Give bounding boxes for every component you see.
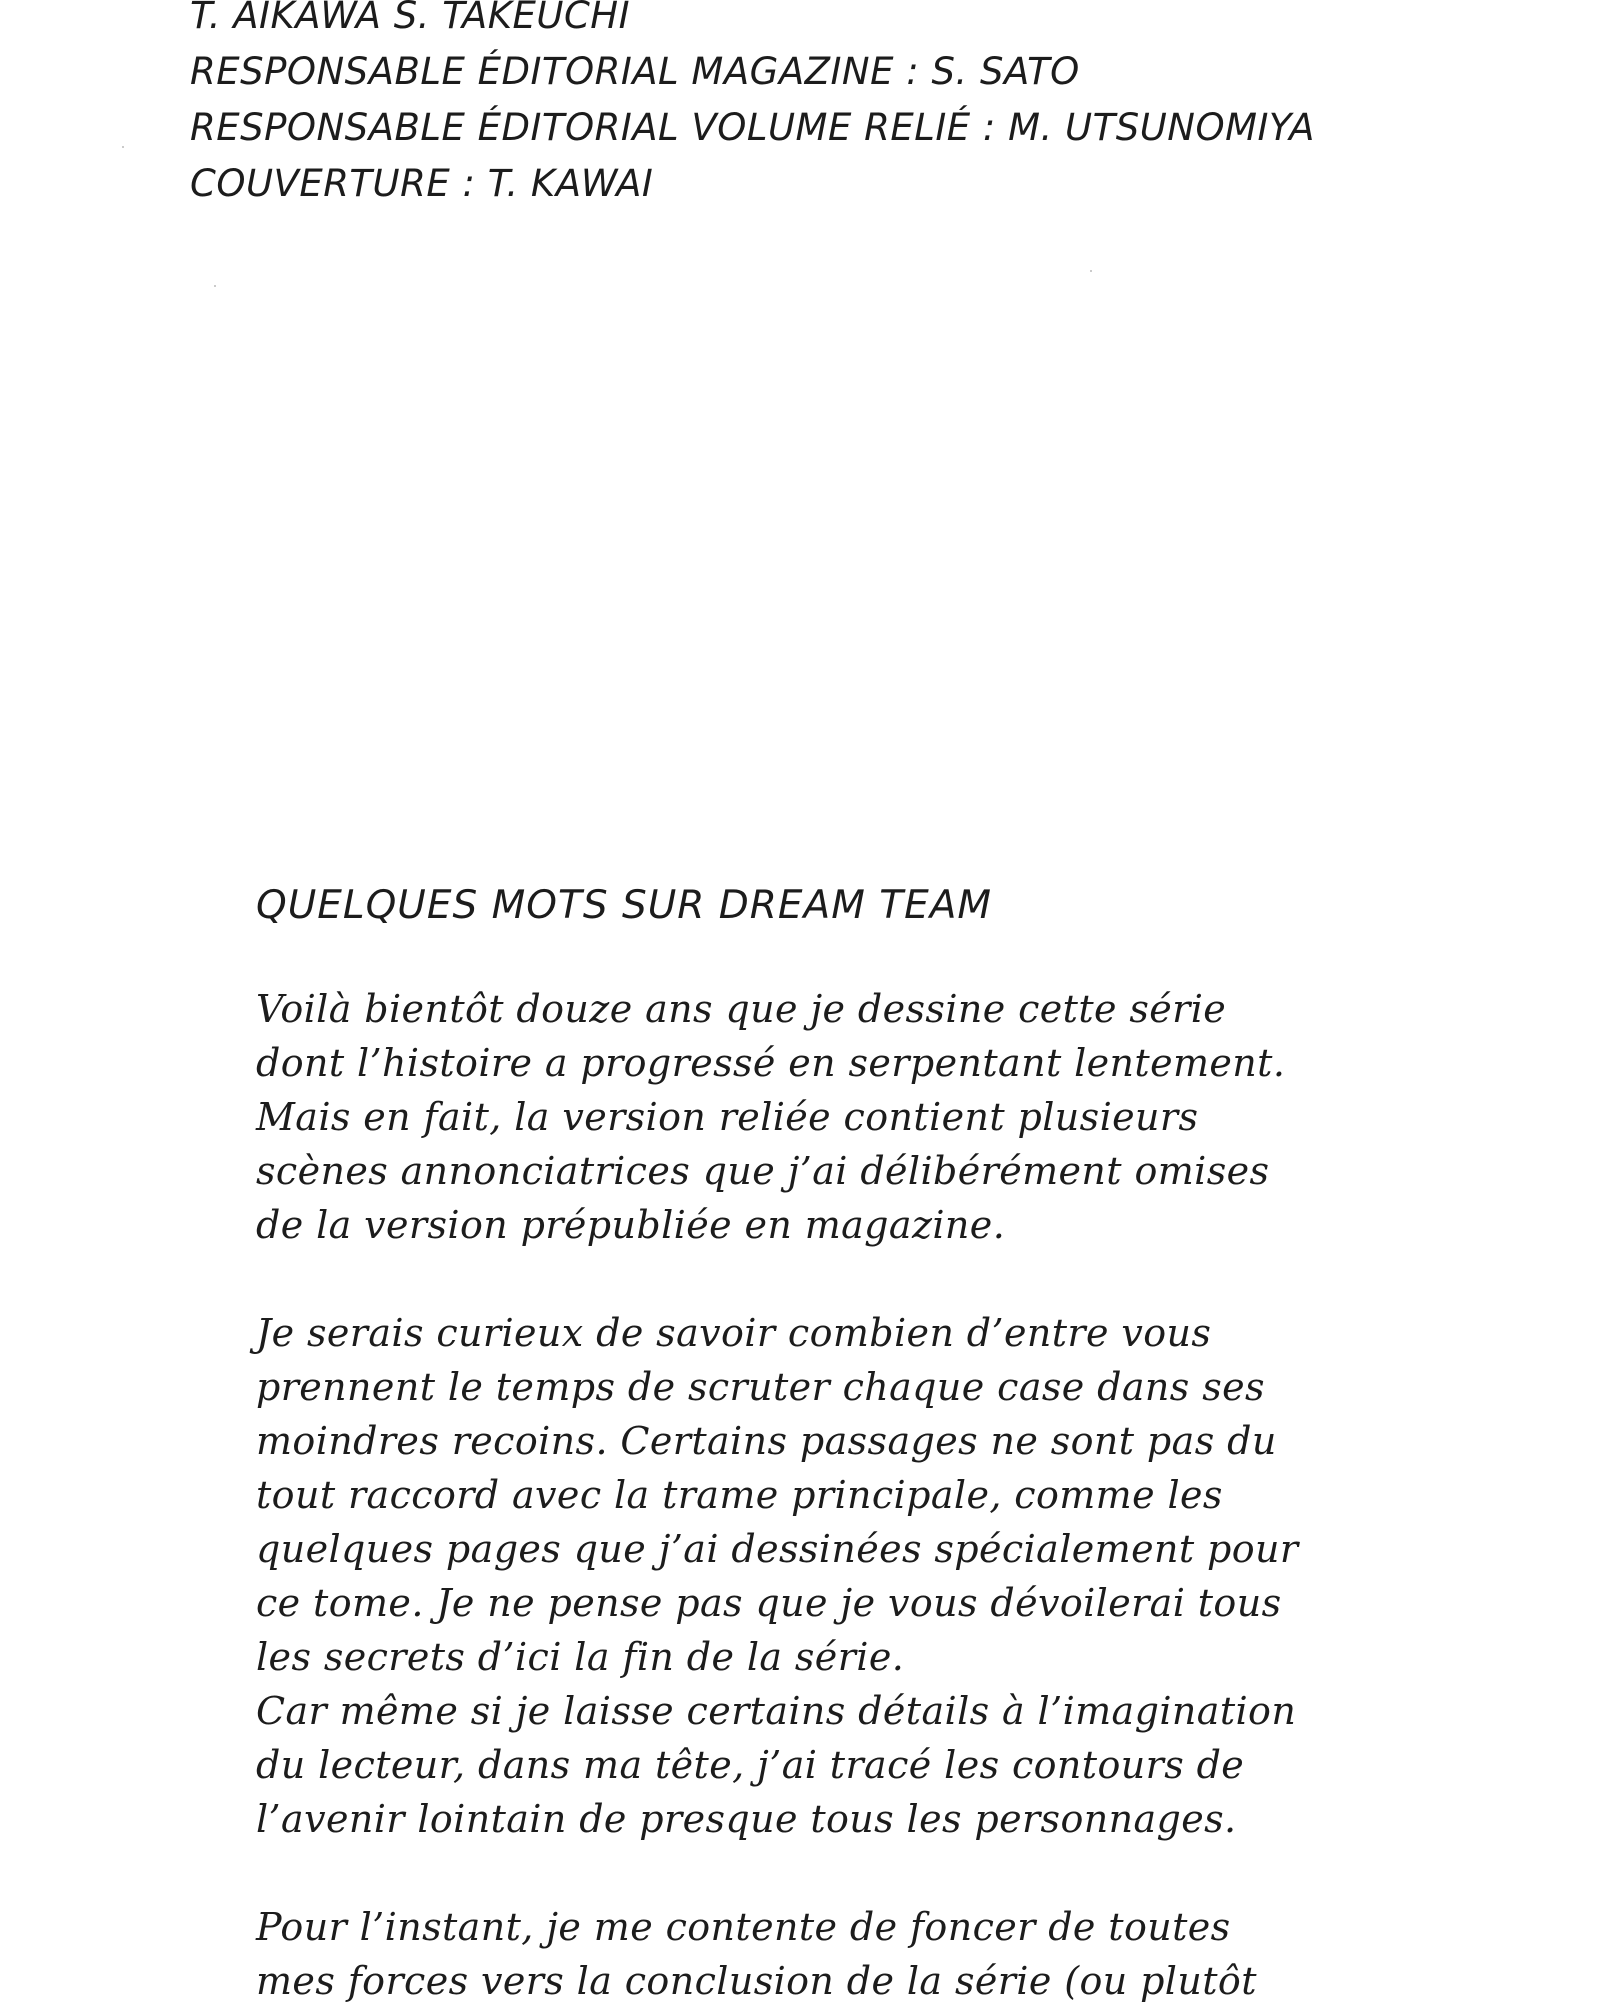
text-line: mes forces vers la conclusion de la série (ou plutôt <box>256 1959 1257 2003</box>
credit-cover: COUVERTURE : T. KAWAI <box>190 162 654 205</box>
text-line: Voilà bientôt douze ans que je dessine cette série <box>256 987 1227 1031</box>
paper-speck <box>1090 270 1092 272</box>
credit-magazine-editor: RESPONSABLE ÉDITORIAL MAGAZINE : S. SATO <box>190 50 1080 93</box>
text-line: du lecteur, dans ma tête, j’ai tracé les contours de <box>256 1743 1245 1787</box>
credit-volume-editor: RESPONSABLE ÉDITORIAL VOLUME RELIÉ : M. UTSUNOMIYA <box>190 106 1315 149</box>
credits-block <box>190 0 1315 212</box>
paper-speck <box>214 285 216 287</box>
note-paragraph-1 <box>256 982 1366 1252</box>
text-line: de la version prépubliée en magazine. <box>256 1203 1006 1247</box>
note-paragraph-3 <box>256 1900 1366 2008</box>
text-line: moindres recoins. Certains passages ne sont pas du <box>256 1419 1277 1463</box>
text-line: Pour l’instant, je me contente de foncer de toutes <box>256 1905 1231 1949</box>
text-line: ce tome. Je ne pense pas que je vous dévoilerai tous <box>256 1581 1282 1625</box>
author-note <box>256 876 1366 2008</box>
text-line: Mais en fait, la version reliée contient plusieurs <box>256 1095 1199 1139</box>
text-line: prennent le temps de scruter chaque case dans ses <box>256 1365 1265 1409</box>
text-line: les secrets d’ici la fin de la série. <box>256 1635 905 1679</box>
text-line: tout raccord avec la trame principale, comme les <box>256 1473 1223 1517</box>
paper-speck <box>122 146 124 148</box>
text-line: Car même si je laisse certains détails à l’imagination <box>256 1689 1297 1733</box>
text-line: l’avenir lointain de presque tous les personnages. <box>256 1797 1237 1841</box>
text-line: dont l’histoire a progressé en serpentant lentement. <box>256 1041 1286 1085</box>
note-paragraph-2 <box>256 1306 1366 1846</box>
note-title: QUELQUES MOTS SUR DREAM TEAM <box>256 883 993 928</box>
credit-authors: T. AIKAWA S. TAKEUCHI <box>190 0 631 37</box>
text-line: quelques pages que j’ai dessinées spécialement pour <box>256 1527 1299 1571</box>
text-line: Je serais curieux de savoir combien d’entre vous <box>256 1311 1212 1355</box>
text-line: scènes annonciatrices que j’ai délibérément omises <box>256 1149 1270 1193</box>
